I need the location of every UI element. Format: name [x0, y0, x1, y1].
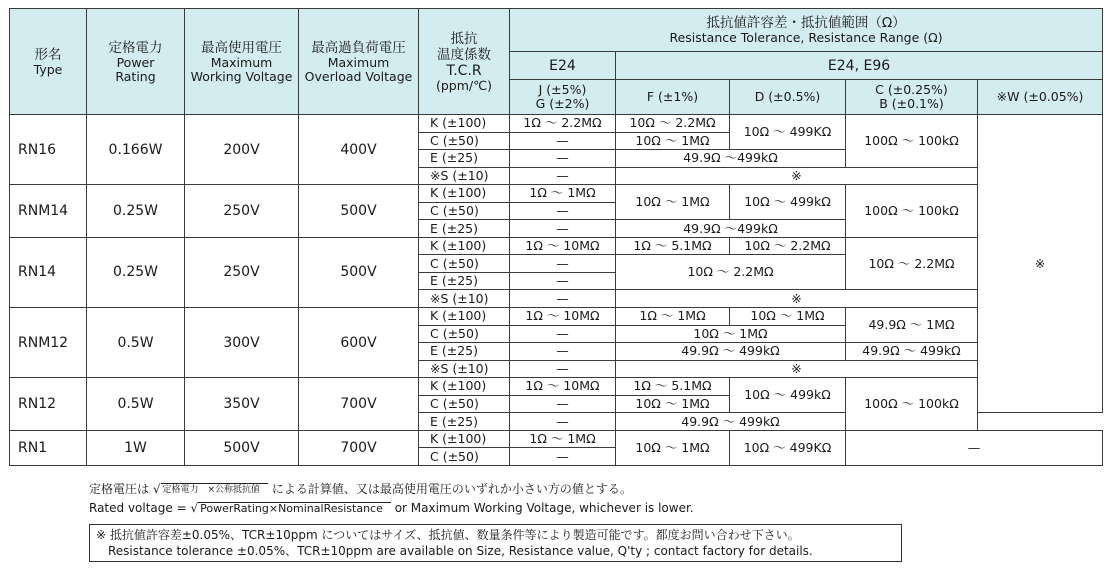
rated-jp-prefix: 定格電圧は — [89, 482, 150, 496]
range-cell: 49.9Ω ～ 1MΩ — [846, 308, 978, 343]
table-row — [10, 378, 1103, 396]
header-series-e24-e96-label: E24, E96 — [827, 57, 891, 74]
voltage-rn12: 350V — [185, 378, 299, 431]
tcr-cell: K (±100) — [419, 237, 510, 255]
dash-cell: — — [510, 167, 616, 185]
overload-rn1: 700V — [299, 430, 419, 465]
tcr-cell: E (±25) — [419, 343, 510, 361]
overload-rnm14: 500V — [299, 185, 419, 238]
footnote-jp: ※ 抵抗値許容差±0.05%、TCR±10ppm についてはサイズ、抵抗値、数量条件等により製造可能です。都度お問い合わせ下さい。 — [96, 528, 800, 542]
header-tol-w — [978, 80, 1103, 115]
sqrt-icon: √ — [190, 501, 199, 515]
header-tolerance — [510, 9, 1103, 52]
header-tol-b: B (±0.1%) — [879, 96, 944, 111]
header-series-e24 — [510, 52, 616, 80]
dash-cell: — — [510, 132, 616, 150]
header-tcr-l1: 抵抗 — [450, 30, 478, 47]
header-voltage-en1: Maximum — [210, 54, 273, 70]
tcr-cell: K (±100) — [419, 430, 510, 448]
range-cell: 10Ω ～ 2.2MΩ — [846, 237, 978, 290]
header-overload-en2: Overload Voltage — [304, 68, 413, 84]
range-cell: ※ — [616, 360, 978, 378]
range-cell: 49.9Ω ～499kΩ — [616, 150, 846, 168]
tcr-cell: ※S (±10) — [419, 360, 510, 378]
range-cell: 10Ω ～ 2.2MΩ — [616, 255, 846, 290]
range-cell: 1Ω ～ 5.1MΩ — [616, 378, 730, 396]
table-row — [10, 308, 1103, 326]
header-tol-d — [730, 80, 846, 115]
table-row — [10, 430, 1103, 448]
tcr-cell: E (±25) — [419, 413, 510, 431]
dash-cell: — — [510, 448, 616, 466]
range-cell: 10Ω ～ 1MΩ — [616, 185, 730, 220]
range-cell: 1Ω ～ 2.2MΩ — [510, 115, 616, 133]
range-cell: 10Ω ～ 2.2MΩ — [730, 237, 846, 255]
tcr-cell: C (±50) — [419, 202, 510, 220]
header-tol-f-label: F (±1%) — [646, 89, 699, 104]
table-row — [10, 185, 1103, 203]
rated-en-suffix: or Maximum Working Voltage, whichever is lower. — [394, 501, 694, 515]
footnote-en: Resistance tolerance ±0.05%、TCR±10ppm are available on Size, Resistance value, Q'ty ; contact factory for details. — [108, 544, 813, 558]
voltage-rn14: 250V — [185, 237, 299, 307]
header-voltage-en2: Working Voltage — [190, 68, 293, 84]
tcr-cell: K (±100) — [419, 115, 510, 133]
power-rnm12: 0.5W — [87, 308, 185, 378]
tcr-cell: C (±50) — [419, 132, 510, 150]
dash-cell: — — [510, 360, 616, 378]
header-tol-d-label: D (±0.5%) — [754, 89, 821, 104]
dash-cell: — — [510, 395, 616, 413]
header-tcr-l4: (ppm/℃) — [435, 77, 493, 93]
power-rnm14: 0.25W — [87, 185, 185, 238]
tcr-cell: ※S (±10) — [419, 290, 510, 308]
header-series-e24-e96 — [616, 52, 1103, 80]
header-type-jp: 形名 — [34, 46, 62, 63]
type-rnm14: RNM14 — [10, 185, 87, 238]
tcr-cell: E (±25) — [419, 150, 510, 168]
tcr-cell: C (±50) — [419, 255, 510, 273]
table-row — [10, 115, 1103, 133]
header-tol-w-label: ※W (±0.05%) — [996, 89, 1084, 104]
range-cell: 100Ω ～ 100kΩ — [846, 185, 978, 238]
header-overload-jp: 最高過負荷電圧 — [311, 39, 406, 56]
tcr-cell: ※S (±10) — [419, 167, 510, 185]
range-cell: — — [846, 430, 1103, 465]
header-tolerance-en: Resistance Tolerance, Resistance Range (Ω) — [669, 30, 943, 45]
power-rn1: 1W — [87, 430, 185, 465]
range-cell: 100Ω ～ 100kΩ — [846, 115, 978, 168]
rated-en-prefix: Rated voltage = — [89, 501, 187, 515]
dash-cell: — — [510, 343, 616, 361]
range-cell: 10Ω ～ 1MΩ — [616, 325, 846, 343]
type-rn12: RN12 — [10, 378, 87, 431]
power-rn16: 0.166W — [87, 115, 185, 185]
range-cell: 1Ω ～ 10MΩ — [510, 378, 616, 396]
voltage-rn1: 500V — [185, 430, 299, 465]
type-rnm12: RNM12 — [10, 308, 87, 378]
range-cell: 10Ω ～ 1MΩ — [616, 132, 730, 150]
header-type-en: Type — [33, 61, 63, 77]
range-cell: 49.9Ω ～ 499kΩ — [616, 343, 846, 361]
header-tol-c: C (±0.25%) — [875, 82, 948, 97]
tcr-cell: C (±50) — [419, 448, 510, 466]
range-cell: 10Ω ～ 499KΩ — [730, 115, 846, 150]
overload-rnm12: 600V — [299, 308, 419, 378]
range-cell: 10Ω ～ 499kΩ — [730, 378, 846, 413]
type-rn14: RN14 — [10, 237, 87, 307]
range-cell: 49.9Ω ～ 499kΩ — [616, 413, 846, 431]
header-series-e24-label: E24 — [549, 57, 576, 74]
range-cell: 10Ω ～ 2.2MΩ — [616, 115, 730, 133]
dash-cell: — — [510, 325, 616, 343]
rated-jp-formula: 定格電力 ×公称抵抗値 — [161, 483, 269, 496]
header-tol-f — [616, 80, 730, 115]
header-tol-cb — [846, 80, 978, 115]
header-tol-g: G (±2%) — [535, 96, 590, 111]
rated-jp-suffix: による計算値、又は最高使用電圧のいずれか小さい方の値とする。 — [271, 482, 632, 496]
header-tcr — [419, 9, 510, 115]
voltage-rn16: 200V — [185, 115, 299, 185]
range-cell: 1Ω ～ 1MΩ — [616, 308, 730, 326]
dash-cell: — — [510, 272, 616, 290]
header-overload-en1: Maximum — [327, 54, 390, 70]
resistor-spec-table — [9, 8, 1103, 466]
range-cell: 10Ω ～ 1MΩ — [616, 430, 730, 465]
dash-cell: — — [510, 220, 616, 238]
dash-cell: — — [510, 290, 616, 308]
range-cell: ※ — [616, 167, 978, 185]
overload-rn14: 500V — [299, 237, 419, 307]
dash-cell: — — [510, 413, 616, 431]
range-cell: 1Ω ～ 10MΩ — [510, 237, 616, 255]
table-row — [10, 237, 1103, 255]
power-rn12: 0.5W — [87, 378, 185, 431]
rated-en-formula: PowerRating×NominalResistance — [198, 502, 391, 515]
range-cell: ※ — [616, 290, 978, 308]
type-rn1: RN1 — [10, 430, 87, 465]
tcr-cell: K (±100) — [419, 308, 510, 326]
range-cell: 10Ω ～ 499KΩ — [730, 430, 846, 465]
header-power-en1: Power — [116, 54, 155, 70]
header-tcr-l2: 温度係数 — [437, 46, 491, 63]
tcr-cell: C (±50) — [419, 395, 510, 413]
rated-voltage-note-en — [89, 501, 694, 515]
voltage-rnm14: 250V — [185, 185, 299, 238]
range-cell: 49.9Ω ～ 499kΩ — [846, 343, 978, 361]
overload-rn12: 700V — [299, 378, 419, 431]
dash-cell: — — [510, 255, 616, 273]
rated-voltage-note-jp — [89, 480, 632, 497]
header-voltage-jp: 最高使用電圧 — [201, 39, 282, 56]
dash-cell: — — [510, 150, 616, 168]
dash-cell: — — [510, 202, 616, 220]
header-tolerance-jp: 抵抗値許容差・抵抗値範囲（Ω） — [706, 15, 906, 31]
overload-rn16: 400V — [299, 115, 419, 185]
tcr-cell: K (±100) — [419, 378, 510, 396]
range-cell: 10Ω ～ 499kΩ — [730, 185, 846, 220]
tcr-cell: E (±25) — [419, 272, 510, 290]
range-cell: 49.9Ω ～499kΩ — [616, 220, 846, 238]
footnote-box — [89, 524, 902, 562]
header-power — [87, 9, 185, 115]
voltage-rnm12: 300V — [185, 308, 299, 378]
power-rn14: 0.25W — [87, 237, 185, 307]
range-cell: 1Ω ～ 5.1MΩ — [616, 237, 730, 255]
range-cell: 10Ω ～ 1MΩ — [730, 308, 846, 326]
range-cell: 1Ω ～ 1MΩ — [510, 185, 616, 203]
header-type — [10, 9, 87, 115]
header-power-jp: 定格電力 — [108, 39, 163, 56]
sqrt-icon: √ — [152, 482, 161, 496]
header-voltage — [185, 9, 299, 115]
header-tcr-l3: T.C.R — [446, 62, 482, 79]
range-cell: 100Ω ～ 100kΩ — [846, 378, 978, 431]
w-tolerance-cell: ※ — [978, 115, 1103, 413]
range-cell: 1Ω ～ 10MΩ — [510, 308, 616, 326]
range-cell: 1Ω ～ 1MΩ — [510, 430, 616, 448]
header-tol-j: J (±5%) — [538, 82, 587, 97]
tcr-cell: K (±100) — [419, 185, 510, 203]
range-cell: 10Ω ～ 1MΩ — [616, 395, 730, 413]
header-overload — [299, 9, 419, 115]
type-rn16: RN16 — [10, 115, 87, 185]
tcr-cell: E (±25) — [419, 220, 510, 238]
header-tol-jg — [510, 80, 616, 115]
header-power-en2: Rating — [115, 68, 156, 84]
tcr-cell: C (±50) — [419, 325, 510, 343]
